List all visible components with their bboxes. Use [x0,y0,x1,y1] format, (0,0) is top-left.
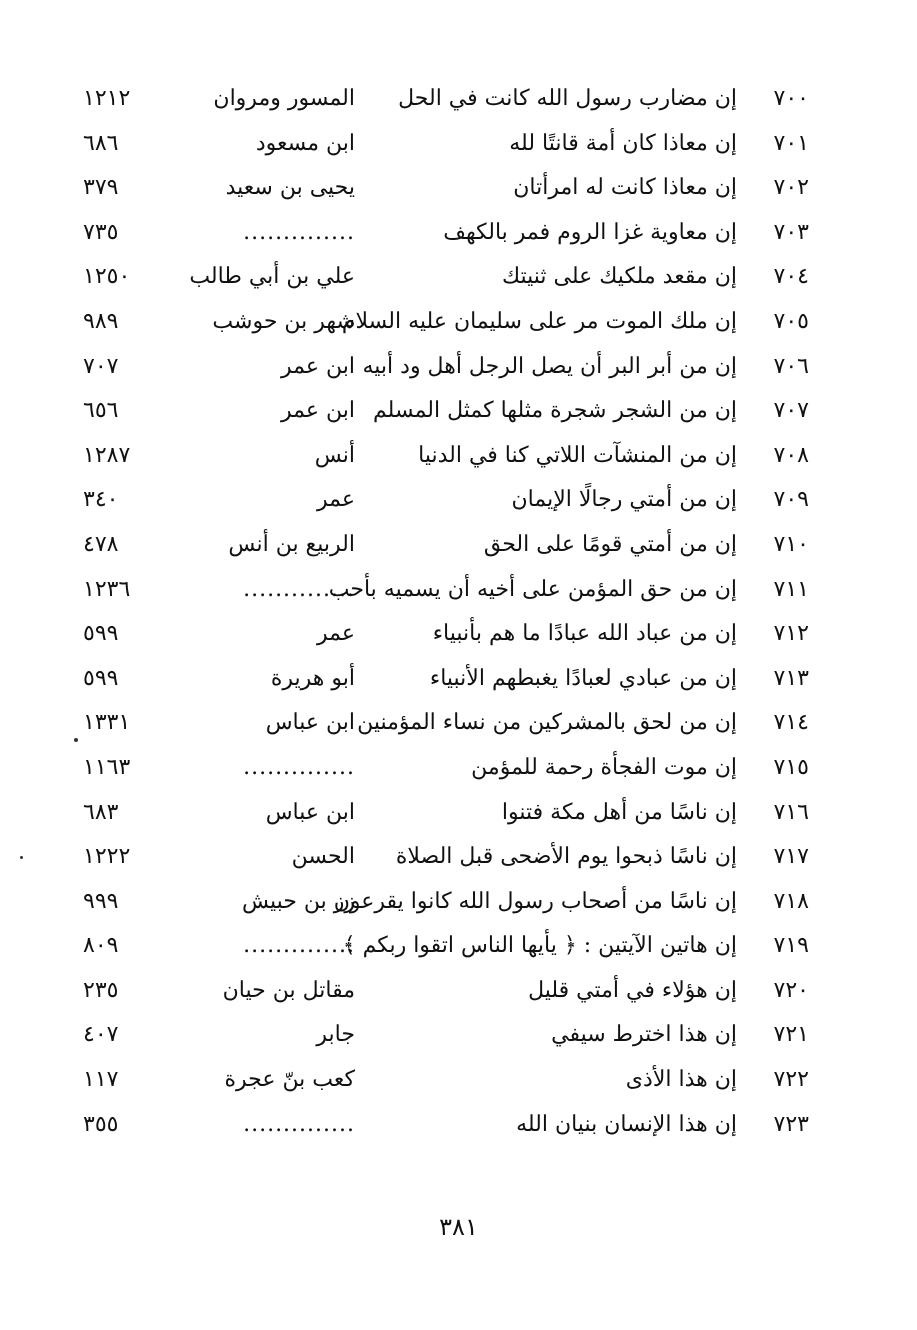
narrator-name: أبو هريرة [270,665,355,691]
hadith-opening-text: إن من حق المؤمن على أخيه أن يسميه بأحب [328,576,737,602]
reference-number: ١٢١٢ [83,86,131,111]
narrator-name: المسور ومروان [213,86,355,111]
entry-number: ٧٠٢ [773,175,809,201]
hadith-opening-text: إن من لحق بالمشركين من نساء المؤمنين [357,710,737,736]
entry-number: ٧١٤ [773,710,809,736]
entry-number: ٧١٦ [773,799,809,825]
index-entry-row [0,435,917,480]
narrator-name: علي بن أبي طالب [189,264,355,290]
entry-number: ٧١٧ [773,844,809,870]
dot-leader: .............. [243,219,355,245]
entry-number: ٧٢٠ [773,977,809,1003]
entry-number: ٧٠٤ [773,264,809,290]
hadith-opening-text: إن مقعد ملكيك على ثنيتك [501,264,737,290]
reference-number: ٤٠٧ [83,1022,119,1048]
entry-number: ٧٠١ [773,130,809,156]
narrator-name: ابن عمر [281,353,355,379]
entry-number: ٧٠٠ [773,86,809,111]
reference-number: ٣٤٠ [83,487,119,513]
entry-number: ٧١٢ [773,621,809,647]
entry-number: ٧٠٧ [773,398,809,424]
reference-number: ١١٦٣ [83,754,131,780]
hadith-opening-text: إن من أبر البر أن يصل الرجل أهل ود أبيه [362,353,737,379]
index-entry-row [0,702,917,747]
narrator-name: عمر [317,487,355,513]
entry-number: ٧١٣ [773,665,809,691]
reference-number: ٩٩٩ [83,888,119,914]
page-number: ٣٨١ [439,1213,478,1241]
narrator-name: الحسن [291,844,355,870]
narrator-name: شهر بن حوشب [212,308,355,334]
entry-number: ٧٢٣ [773,1111,809,1137]
index-entry-row [0,1104,917,1149]
index-entry-row [0,658,917,703]
hadith-opening-text: إن هذا الأذى [625,1067,737,1093]
narrator-name: جابر [316,1022,355,1048]
index-entry-row [0,792,917,837]
hadith-opening-text: إن من الشجر شجرة مثلها كمثل المسلم [373,398,737,424]
hadith-opening-text: إن ناسًا من أهل مكة فتنوا [501,799,737,825]
hadith-opening-text: إن معاذا كان أمة قانتًا لله [509,130,737,156]
hadith-opening-text: إن من عباد الله عبادًا ما هم بأنبياء [432,621,737,647]
hadith-opening-text: إن من عبادي لعبادًا يغبطهم الأنبياء [429,665,737,691]
reference-number: ١١٧ [83,1067,119,1093]
index-entry-row [0,613,917,658]
reference-number: ٤٧٨ [83,531,119,557]
index-entry-row [0,390,917,435]
index-entry-row [0,256,917,301]
index-entry-row [0,123,917,168]
index-list [0,78,917,1148]
narrator-name: كعب بنّ عجرة [224,1067,355,1093]
hadith-opening-text: إن هذا الإنسان بنيان الله [516,1111,737,1137]
narrator-name: ابن عباس [265,799,355,825]
entry-number: ٧٢٢ [773,1067,809,1093]
reference-number: ٧٣٥ [83,219,119,245]
scan-speck [74,738,78,742]
index-entry-row [0,78,917,123]
index-entry-row [0,569,917,614]
reference-number: ٥٩٩ [83,621,119,647]
entry-number: ٧١٠ [773,531,809,557]
reference-number: ١٢٨٧ [83,442,131,468]
reference-number: ١٢٥٠ [83,264,131,290]
reference-number: ٦٥٦ [83,398,119,424]
entry-number: ٧١٥ [773,754,809,780]
narrator-name: ابن عباس [265,710,355,736]
index-entry-row [0,747,917,792]
entry-number: ٧٠٦ [773,353,809,379]
reference-number: ١٢٢٢ [83,844,131,870]
hadith-opening-text: إن ملك الموت مر على سليمان عليه السلام [341,308,737,334]
index-entry-row [0,212,917,257]
scan-speck [20,856,23,859]
reference-number: ٦٨٣ [83,799,119,825]
index-entry-row [0,925,917,970]
reference-number: ٣٧٩ [83,175,119,201]
entry-number: ٧١٩ [773,933,809,959]
reference-number: ٦٨٦ [83,130,119,156]
narrator-name: ابن عمر [281,398,355,424]
dot-leader: .............. [243,576,355,602]
index-entry-row [0,346,917,391]
narrator-name: مقاتل بن حيان [222,977,355,1003]
dot-leader: .............. [243,754,355,780]
reference-number: ٩٨٩ [83,308,119,334]
index-entry-row [0,1059,917,1104]
hadith-opening-text: إن ناسًا من أصحاب رسول الله كانوا يقرعون [333,888,737,914]
narrator-name: الربيع بن أنس [228,531,355,557]
hadith-opening-text: إن هاتين الآيتين : ﴿ يأيها الناس اتقوا ربكم ﴾ [342,933,737,959]
entry-number: ٧١٨ [773,888,809,914]
entry-number: ٧٠٨ [773,442,809,468]
reference-number: ١٢٣٦ [83,576,131,602]
index-entry-row [0,301,917,346]
hadith-opening-text: إن ناسًا ذبحوا يوم الأضحى قبل الصلاة [395,844,737,870]
entry-number: ٧٠٩ [773,487,809,513]
index-entry-row [0,836,917,881]
entry-number: ٧٠٥ [773,308,809,334]
entry-number: ٧٠٣ [773,219,809,245]
narrator-name: أنس [314,442,355,468]
hadith-opening-text: إن من المنشآت اللاتي كنا في الدنيا [418,442,737,468]
hadith-opening-text: إن من أمتي رجالًا الإيمان [511,487,737,513]
entry-number: ٧١١ [773,576,809,602]
narrator-name: عمر [317,621,355,647]
hadith-opening-text: إن معاذا كانت له امرأتان [513,175,737,201]
reference-number: ١٣٣١ [83,710,131,736]
hadith-opening-text: إن معاوية غزا الروم فمر بالكهف [443,219,737,245]
index-entry-row [0,479,917,524]
index-entry-row [0,970,917,1015]
narrator-name: ابن مسعود [255,130,355,156]
index-entry-row [0,1014,917,1059]
index-entry-row [0,167,917,212]
reference-number: ٢٣٥ [83,977,119,1003]
hadith-opening-text: إن من أمتي قومًا على الحق [483,531,737,557]
entry-number: ٧٢١ [773,1022,809,1048]
narrator-name: يحيى بن سعيد [225,175,355,201]
dot-leader: .............. [243,1111,355,1137]
index-entry-row [0,881,917,926]
dot-leader: .............. [243,933,355,959]
hadith-opening-text: إن موت الفجأة رحمة للمؤمن [471,754,737,780]
hadith-opening-text: إن مضارب رسول الله كانت في الحل [398,86,737,111]
hadith-opening-text: إن هؤلاء في أمتي قليل [528,977,737,1003]
hadith-opening-text: إن هذا اخترط سيفي [551,1022,737,1048]
narrator-name: زر بن حبيش [241,888,355,914]
reference-number: ٥٩٩ [83,665,119,691]
reference-number: ٨٠٩ [83,933,119,959]
reference-number: ٣٥٥ [83,1111,119,1137]
reference-number: ٧٠٧ [83,353,119,379]
index-entry-row [0,524,917,569]
